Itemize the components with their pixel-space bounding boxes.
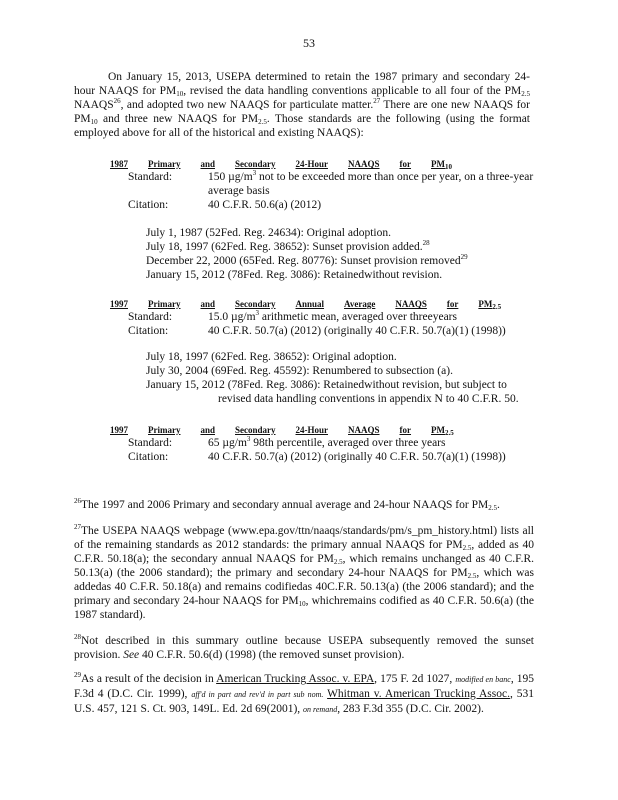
citation-row: Citation: 40 C.F.R. 50.6(a) (2012)	[128, 199, 322, 211]
history-list: July 1, 1987 (52Fed. Reg. 24634): Original adoption. July 18, 1997 (62Fed. Reg. 38652): Sunset provision added.$^{28}$ December 22, 2000 (65Fed. Reg. 80776): Sunset provision removed$^{29}$ January 15, 2012 (78Fed. Reg. 3086): Retainedwithout revision.	[146, 227, 468, 281]
footnote-26: $^{26}$The 1997 and 2006 Primary and secondary annual average and 24-hour NAAQS for $PM_{2.5}$.	[74, 497, 500, 512]
footnote-ref-26[interactable]: 26	[113, 97, 121, 105]
history-list: July 18, 1997 (62Fed. Reg. 38652): Original adoption. July 30, 2004 (69Fed. Reg. 45592): Renumbered to subsection (a). January 15, 2012 (78Fed. Reg. 3086): Retainedwithout revision, but subject to revised data handling conventions in appendix N to 40 C.F.R. 50.	[146, 351, 519, 405]
standard-heading: 1987 Primary and Secondary 24-Hour NAAQS for $PM_{10}$	[110, 159, 453, 171]
footnote-28: $^{28}$Not described in this summary outline because USEPA subsequently removed the sunset provision. See 40 C.F.R. 50.6(d) (1998) (the removed sunset provision).	[74, 633, 534, 661]
case-link-whitman[interactable]: Whitman v. American Trucking Assoc.	[327, 688, 510, 700]
standard-1997-annual-block	[110, 298, 540, 406]
intro-paragraph: On January 15, 2013, USEPA determined to retain the 1987 primary and secondary 24-hour NAAQS for $PM_{10}$, revised the data handling conventions applicable to all four of the $PM_{2.5}$ NAAQS$^{26}$, and adopted two new NAAQS for particulate matter.$^{27}$ There are one new NAAQS for $PM_{10}$ and three new NAAQS for $PM_{2.5}$. Those standards are the following (using the format employed above for all of the historical and existing NAAQS):	[74, 71, 530, 139]
standard-heading: 1997 Primary and Secondary Annual Average NAAQS for $PM_{2.5}$	[110, 299, 502, 311]
footnote-29: $^{29}$As a result of the decision in American Trucking Assoc. v. EPA, 175 F. 2d 1027, modified en banc, 195 F.3d 4 (D.C. Cir. 1999), aff'd in part and rev'd in part sub nom. Whitman v. American Trucking Assoc., 531 U.S. 457, 121 S. Ct. 903, 149L. Ed. 2d 69(2001), on remand, 283 F.3d 355 (D.C. Cir. 2002).	[74, 671, 535, 715]
standard-1997-24hour-block	[110, 424, 540, 464]
citation-row: Citation: 40 C.F.R. 50.7(a) (2012) (originally 40 C.F.R. 50.7(a)(1) (1998))	[128, 451, 506, 463]
standard-row: Standard: 150 $\mu g/m^3$ not to be exceeded more than once per year, on a three-year average basis	[128, 169, 534, 197]
standard-1987-block	[110, 158, 540, 282]
standard-heading: 1997 Primary and Secondary 24-Hour NAAQS for $PM_{2.5}$	[110, 425, 454, 437]
footnote-27: $^{27}$The USEPA NAAQS webpage (www.epa.gov/ttn/naaqs/standards/pm/s_pm_history.html) lists all of the remaining standards as 2012 standards: the primary annual NAAQS for $PM_{2.5}$, added as 40 C.F.R. 50.18(a); the secondary annual NAAQS for $PM_{2.5}$, which remains unchanged as 40 C.F.R. 50.13(a) (the 2006 standard); the primary and secondary 24-hour NAAQS for $PM_{2.5}$, which was addedas 40 C.F.R. 50.18(a) and remains codifiedas 40C.F.R. 50.13(a) (the 2006 standard); and the primary and secondary 24-hour NAAQS for $PM_{10}$, whichremains codified as 40 C.F.R. 50.6(a) (the 1987 standard).	[74, 523, 534, 621]
footnote-ref-27[interactable]: 27	[373, 97, 381, 105]
page-number: 53	[303, 36, 315, 50]
case-link-american-trucking[interactable]: American Trucking Assoc. v. EPA	[216, 673, 375, 685]
standard-row: Standard: 65 $\mu g/m^3$ 98th percentile, averaged over three years	[128, 435, 446, 449]
citation-row: Citation: 40 C.F.R. 50.7(a) (2012) (originally 40 C.F.R. 50.7(a)(1) (1998))	[128, 325, 506, 337]
standard-row: Standard: 15.0 $\mu g/m^3$ arithmetic mean, averaged over threeyears	[128, 309, 457, 323]
